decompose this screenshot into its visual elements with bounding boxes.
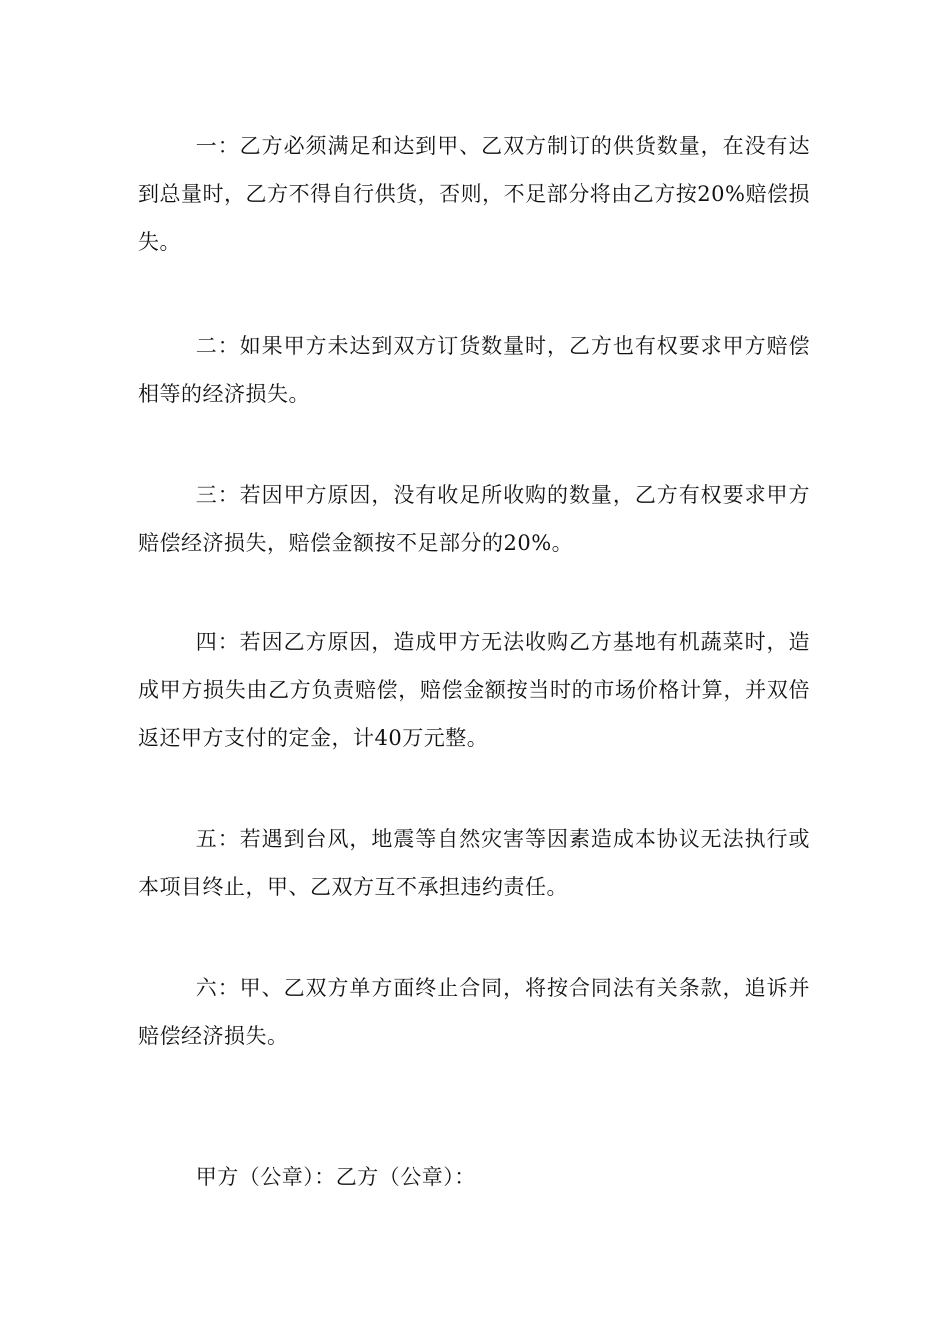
signature-line: 甲方（公章）：乙方（公章）： <box>195 1165 476 1189</box>
clause-5: 五：若遇到台风，地震等自然灾害等因素造成本协议无法执行或本项目终止，甲、乙双方互不承担违约责任。 <box>138 827 810 899</box>
clause-6: 六：甲、乙双方单方面终止合同，将按合同法有关条款，追诉并赔偿经济损失。 <box>138 976 810 1048</box>
clause-2: 二：如果甲方未达到双方订货数量时，乙方也有权要求甲方赔偿相等的经济损失。 <box>138 334 810 406</box>
clause-3: 三：若因甲方原因，没有收足所收购的数量，乙方有权要求甲方赔偿经济损失，赔偿金额按不足部分的20%。 <box>138 483 810 555</box>
clause-4: 四：若因乙方原因，造成甲方无法收购乙方基地有机蔬菜时，造成甲方损失由乙方负责赔偿，赔偿金额按当时的市场价格计算，并双倍返还甲方支付的定金，计40万元整。 <box>138 630 810 750</box>
clause-1: 一：乙方必须满足和达到甲、乙双方制订的供货数量，在没有达到总量时，乙方不得自行供货，否则，不足部分将由乙方按20%赔偿损失。 <box>138 134 810 254</box>
